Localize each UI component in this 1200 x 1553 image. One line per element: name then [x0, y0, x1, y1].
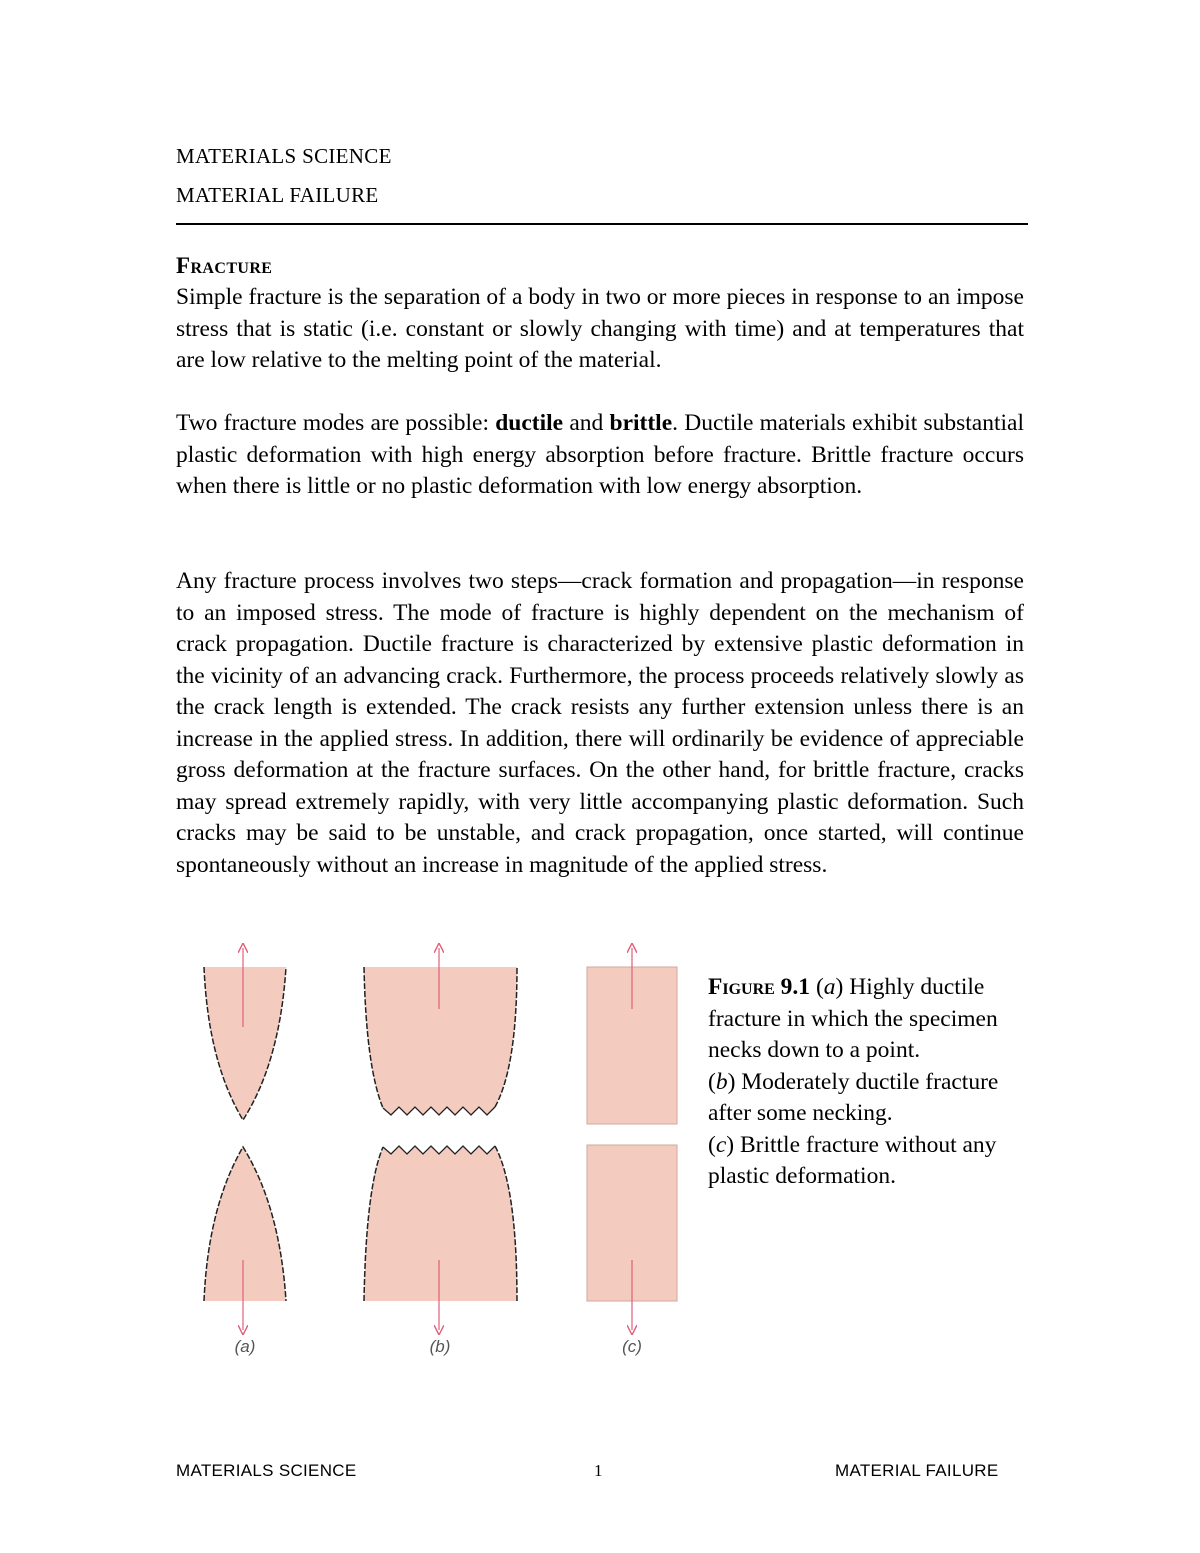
sublabel-a: (a) — [234, 1337, 256, 1356]
p2-text-end: . Ductile materials exhibit substantial plastic deformation with high energy absorption before fracture. Brittle fracture occurs when there is little or no plastic deformation with low energy absorption. — [176, 410, 1024, 499]
header-rule — [176, 223, 1028, 225]
footer-right: MATERIAL FAILURE — [835, 1461, 999, 1480]
caption-tag-c: c — [715, 1131, 727, 1158]
caption-text-c: Brittle fracture without any plastic deformation. — [708, 1131, 997, 1189]
specimen-a-top — [204, 967, 286, 1120]
figure-caption: Figure 9.1 (a) Highly ductile fracture in which the specimen necks down to a point. (b) Moderately ductile fracture after some necking. (c) Brittle fracture without any plastic deformation. — [708, 974, 999, 1189]
paragraph-crack-propagation: Any fracture process involves two steps—crack formation and propagation—in response to an imposed stress. The mode of fracture is highly dependent on the mechanism of crack propagation. Ductile fracture is characterized by extensive plastic deformation in the vicinity of an advancing crack. Furthermore, the process proceeds relatively slowly as the crack length is extended. The crack resists any further extension unless there is an increase in the applied stress. In addition, there will ordinarily be evidence of appreciable gross deformation at the fracture surfaces. On the other hand, for brittle fracture, cracks may spread extremely rapidly, with very little accompanying plastic deformation. Such cracks may be said to be unstable, and crack propagation, once started, will continue spontaneously without an increase in magnitude of the applied stress. — [176, 568, 1024, 878]
p2-text-and: and — [563, 410, 610, 436]
sublabel-b: (b) — [429, 1337, 451, 1356]
specimen-a-bottom — [204, 1147, 286, 1301]
caption-text-b: Moderately ductile fracture after some necking. — [708, 1068, 999, 1126]
footer-left: MATERIALS SCIENCE — [176, 1461, 357, 1480]
paragraph-definition: Simple fracture is the separation of a body in two or more pieces in response to an impose stress that is static (i.e. constant or slowly changing with time) and at temperatures that are low relative to the melting point of the material. — [176, 284, 1024, 373]
footer-page-number: 1 — [594, 1461, 603, 1480]
caption-tag-b: b — [715, 1068, 728, 1095]
term-ductile: ductile — [495, 410, 564, 436]
header-topic-title: MATERIAL FAILURE — [176, 183, 379, 207]
header-course-title: MATERIALS SCIENCE — [176, 144, 392, 168]
fracture-figure — [190, 942, 690, 1362]
specimen-b-bottom — [364, 1146, 517, 1301]
caption-tag-a: a — [823, 974, 836, 1000]
paragraph-fracture-modes — [176, 408, 1024, 503]
caption-text-a: Highly ductile fracture in which the specimen necks down to a point. — [708, 974, 998, 1063]
p2-text-start: Two fracture modes are possible: — [176, 410, 496, 436]
figure-label: Figure 9.1 — [708, 974, 811, 1000]
sublabel-c: (c) — [622, 1337, 642, 1356]
term-brittle: brittle — [609, 410, 673, 436]
section-title: Fracture — [176, 253, 273, 278]
specimen-b-top — [364, 967, 517, 1115]
